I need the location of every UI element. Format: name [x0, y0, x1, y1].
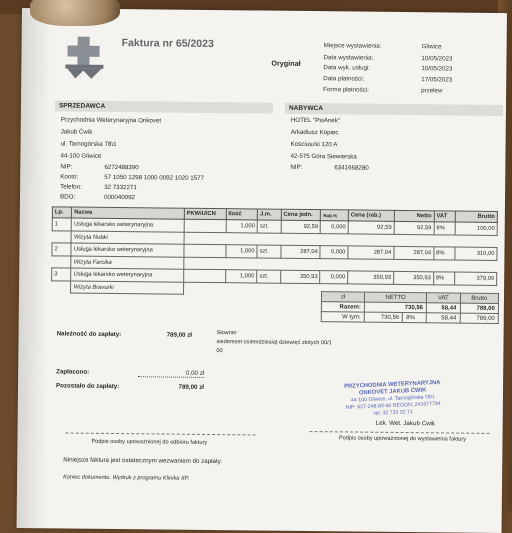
cell-note: Wizyta Nubki	[71, 231, 183, 244]
summary-sub-rate: 8%	[403, 313, 427, 323]
cell-lp: 2	[52, 243, 72, 256]
seller-field-label: Telefon:	[60, 183, 82, 191]
summary-header-vat: VAT	[427, 293, 460, 303]
col-header: Ilość	[226, 209, 258, 220]
buyer-nip-value: 6341668280	[334, 164, 369, 172]
seller-field-label: Konto:	[60, 173, 79, 181]
remaining-label: Pozostało do zapłaty:	[56, 382, 120, 391]
col-header: VAT	[434, 211, 456, 222]
buyer-line: 42-575 Góra Siewierska	[290, 152, 357, 161]
cell-price: 287,04	[280, 245, 320, 258]
stamp-line: 44-100 Gliwice, ul. Tarnogórska 78/1	[350, 394, 436, 404]
summary-currency: zł	[321, 292, 364, 302]
cell-gross: 310,00	[455, 247, 497, 260]
cell-vat: 8%	[434, 247, 456, 260]
buyer-nip-label: NIP:	[290, 163, 303, 171]
cell-net: 92,59	[394, 221, 434, 234]
cell-unit: szt.	[257, 245, 281, 258]
cell-note: Wizyta Farcika	[71, 256, 183, 269]
col-header: Netto	[394, 210, 434, 221]
receiver-signature-caption: Podpis osoby upoważnionej do odbioru faktury	[91, 438, 208, 446]
clinic-stamp	[327, 379, 458, 419]
seller-line: Jakub Ćwik	[60, 128, 93, 136]
buyer-line: Kościuszki 120 A	[290, 140, 338, 149]
col-header: Cena jedn.	[281, 209, 321, 220]
seller-line: Przychodnia Weterynaryjna Onkovet	[60, 116, 162, 125]
cell-price-discounted: 287,04	[348, 246, 394, 259]
summary-total-vat: 58,44	[426, 303, 459, 313]
summary-sub-label: W tym:	[321, 312, 364, 322]
cell-discount: 0,000	[321, 221, 349, 234]
summary-sub-net: 730,56	[364, 312, 403, 322]
seller-field-value: 6272488390	[104, 163, 139, 172]
due-value: 789,00 zł	[166, 331, 193, 339]
cell-net: 350,93	[393, 271, 433, 284]
meta-value: Gliwice	[421, 43, 442, 51]
cell-unit: szt.	[257, 270, 281, 283]
col-header: PKWiU/CN	[184, 208, 226, 219]
cell-note: Wizyta Bravurki	[71, 281, 183, 294]
stamp-line: ONKOVET JAKUB ĆWIK	[358, 387, 427, 397]
summary-sub-vat: 58,44	[426, 313, 459, 323]
cell-pkwiu	[183, 269, 225, 282]
stamp-line: tel. 32 733 22 71	[374, 409, 413, 417]
buyer-line: HOTEL "PsiAnek"	[290, 116, 341, 125]
cell-qty: 1,000	[225, 270, 257, 283]
meta-label: Miejsce wystawienia:	[323, 42, 382, 50]
meta-value: 10/05/2023	[421, 55, 453, 63]
paid-value: 0,00 zł	[138, 369, 204, 378]
cell-qty: 1,000	[225, 245, 257, 258]
receiver-signature-line	[66, 432, 256, 435]
meta-value: przelew	[421, 87, 443, 95]
seller-line: 44-100 Gliwice	[60, 152, 102, 160]
cell-net: 287,04	[394, 246, 434, 259]
signature-name: Lek. Wet. Jakub Ćwik	[375, 419, 436, 428]
cell-vat: 8%	[433, 272, 455, 285]
seller-field-value: 32 7332271	[104, 183, 137, 192]
cell-price: 92,59	[281, 220, 321, 233]
copy-label: Oryginał	[271, 58, 301, 68]
paid-label: Zapłacono:	[56, 368, 90, 376]
seller-field-label: BDO:	[59, 193, 76, 201]
meta-label: Data wystawienia:	[323, 54, 374, 62]
meta-label: Data płatności:	[323, 75, 365, 83]
cell-pkwiu	[184, 244, 226, 257]
cell-price-discounted: 92,59	[348, 221, 394, 234]
seller-field-label: NIP:	[60, 163, 73, 171]
paper-shadow	[17, 8, 52, 528]
summary-table	[321, 291, 499, 324]
cell-vat: 8%	[434, 222, 456, 235]
issuer-signature-line	[310, 431, 490, 434]
cell-pkwiu	[184, 219, 226, 232]
col-header: Nazwa	[72, 207, 184, 219]
document-end-note: Koniec dokumentu. Wydruk z programu Klinika XP.	[63, 474, 190, 482]
items-table	[51, 206, 498, 298]
col-header: J.m.	[257, 209, 281, 220]
col-header: Rab.%	[321, 210, 349, 221]
invoice-title: Faktura nr 65/2023	[121, 37, 214, 51]
cell-lp: 1	[52, 218, 72, 231]
meta-value: 10/05/2023	[421, 65, 453, 73]
summary-total-gross: 789,00	[460, 303, 499, 313]
meta-label: Forma płatności:	[323, 86, 369, 94]
stamp-line: NIP: 627-248-83-90 REGON: 241677794	[345, 400, 441, 411]
cell-price-discounted: 350,93	[348, 271, 394, 284]
col-header: Lp.	[52, 207, 72, 218]
cell-qty: 1,000	[226, 220, 258, 233]
amount-words-label: Słownie:	[216, 330, 238, 337]
cell-name: Usługa lekarsko weterynaryjna	[71, 268, 183, 282]
pet-paw	[30, 0, 120, 26]
cell-name: Usługa lekarsko weterynaryjna	[72, 218, 184, 232]
cell-discount: 0,000	[320, 271, 348, 284]
cell-price: 350,93	[280, 270, 320, 283]
summary-total-label: Razem:	[321, 302, 364, 312]
amount-words-cont: 00	[216, 348, 223, 355]
cell-unit: szt.	[257, 220, 281, 233]
summary-sub-gross: 789,00	[460, 313, 499, 323]
meta-value: 17/05/2023	[421, 76, 453, 84]
payment-notice: Niniejsza faktura jest ostatecznym wezwaniem do zapłaty.	[63, 456, 223, 466]
seller-line: ul. Tarnogórska 78\1	[60, 140, 117, 148]
buyer-header: NABYWCA	[285, 103, 503, 116]
clinic-logo-icon	[63, 34, 105, 80]
issuer-signature-caption: Podpis osoby upoważnionej do wystawienia faktury	[338, 435, 467, 443]
cell-gross: 100,00	[455, 222, 497, 235]
invoice-document	[17, 8, 507, 533]
summary-sub-row	[321, 312, 498, 324]
seller-header: SPRZEDAWCA	[55, 100, 273, 113]
summary-header-net: NETTO	[364, 292, 426, 303]
cell-gross: 379,00	[455, 272, 497, 285]
buyer-line: Arkadiusz Kopiec	[290, 128, 339, 137]
seller-field-value: 57 1050 1298 1000 0092 1020 1577	[104, 173, 205, 182]
cell-discount: 0,000	[320, 246, 348, 259]
seller-field-value: 000040092	[103, 193, 136, 202]
remaining-value: 789,00 zł	[178, 383, 205, 391]
stamp-line: PRZYCHODNIA WETERYNARYJNA	[344, 379, 441, 390]
due-label: Należność do zapłaty:	[56, 330, 122, 339]
summary-total-net: 730,56	[364, 302, 426, 313]
col-header: Cena (rab.)	[348, 210, 394, 221]
summary-header-gross: Brutto	[460, 293, 499, 303]
cell-lp: 3	[52, 268, 72, 281]
cell-name: Usługa lekarsko weterynaryjna	[71, 243, 183, 257]
meta-label: Data wyk. usługi:	[323, 64, 371, 72]
amount-words: siedemset osiemdziesiąt dziewięć złotych 00/1	[216, 339, 332, 347]
col-header: Brutto	[455, 211, 497, 222]
